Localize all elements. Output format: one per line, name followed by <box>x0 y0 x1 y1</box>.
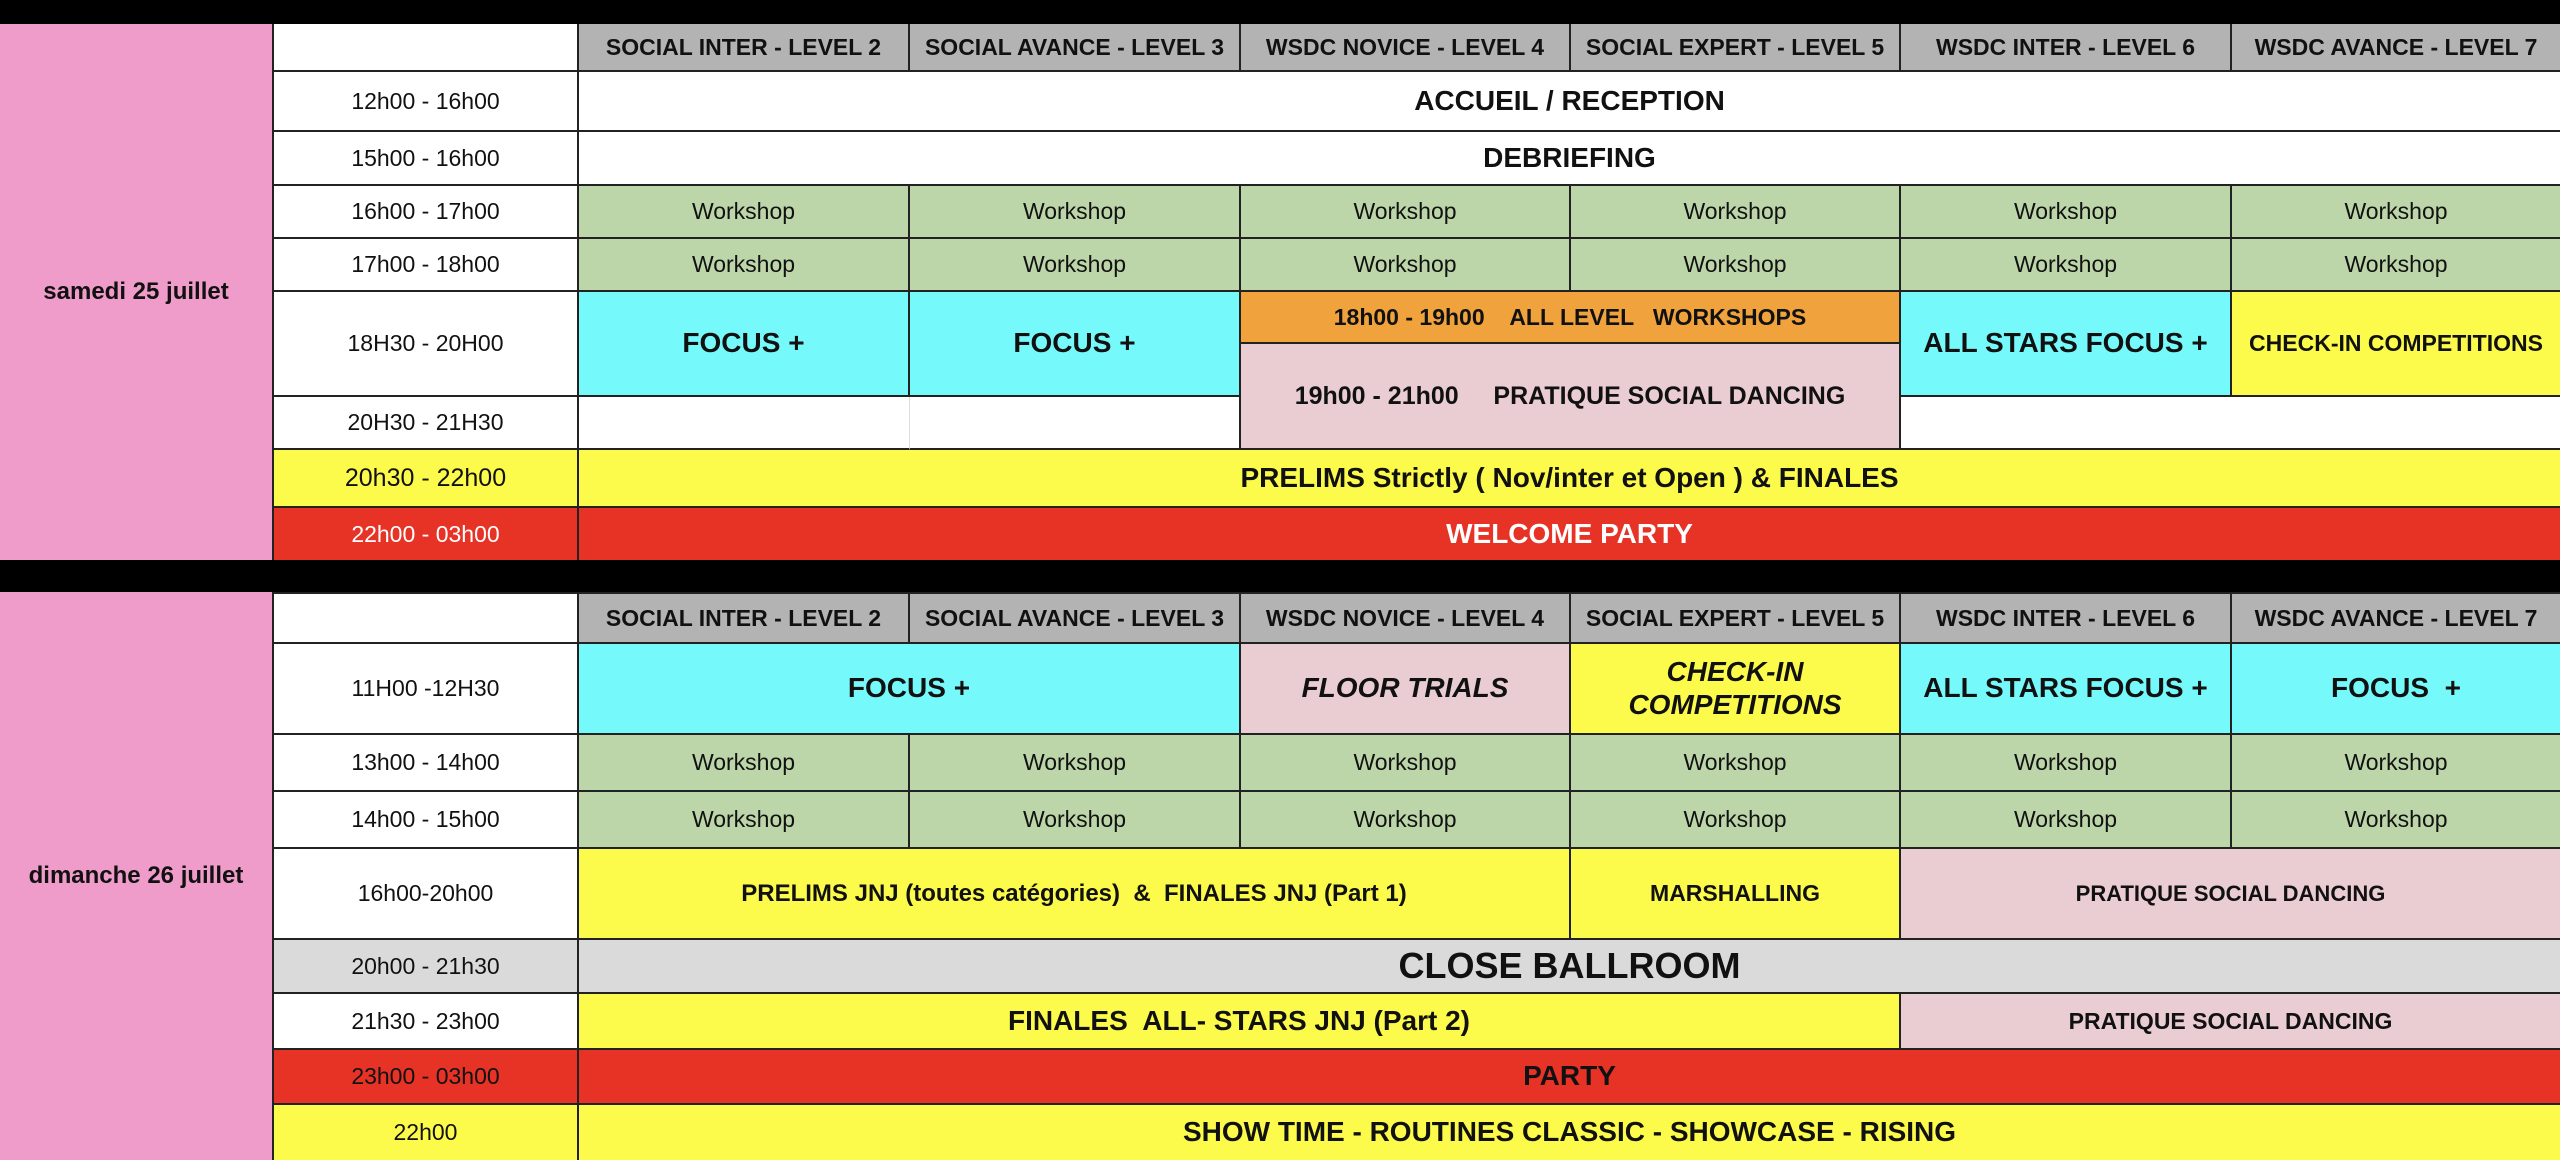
workshop-cell: Workshop <box>579 239 910 292</box>
time-slot: 23h00 - 03h00 <box>272 1050 579 1105</box>
focus-plus-cell: FOCUS + <box>910 292 1241 397</box>
workshop-cell: Workshop <box>2232 186 2560 239</box>
time-slot: 22h00 - 03h00 <box>272 508 579 560</box>
time-slot: 11H00 -12H30 <box>272 644 579 735</box>
time-slot: 22h00 <box>272 1105 579 1160</box>
workshop-cell: Workshop <box>1241 239 1571 292</box>
level-header: WSDC NOVICE - LEVEL 4 <box>1241 592 1571 644</box>
focus-plus-cell: FOCUS + <box>579 292 910 397</box>
level-header: SOCIAL AVANCE - LEVEL 3 <box>910 24 1241 72</box>
marshalling-cell: MARSHALLING <box>1571 849 1901 940</box>
time-slot: 21h30 - 23h00 <box>272 994 579 1050</box>
prelims-jnj-cell: PRELIMS JNJ (toutes catégories) & FINALES JNJ (Part 1) <box>579 849 1571 940</box>
all-stars-focus-cell: ALL STARS FOCUS + <box>1901 292 2232 397</box>
floor-trials-cell: FLOOR TRIALS <box>1241 644 1571 735</box>
workshop-cell: Workshop <box>579 735 910 792</box>
workshop-cell: Workshop <box>579 792 910 849</box>
close-ballroom-cell: CLOSE BALLROOM <box>579 940 2560 994</box>
level-header: SOCIAL EXPERT - LEVEL 5 <box>1571 24 1901 72</box>
all-level-workshops-cell: 18h00 - 19h00 ALL LEVEL WORKSHOPS <box>1241 292 1901 344</box>
workshop-cell: Workshop <box>1571 186 1901 239</box>
workshop-cell: Workshop <box>579 186 910 239</box>
all-stars-focus-cell: ALL STARS FOCUS + <box>1901 644 2232 735</box>
time-slot: 20h00 - 21h30 <box>272 940 579 994</box>
workshop-cell: Workshop <box>1901 239 2232 292</box>
workshop-cell: Workshop <box>1901 792 2232 849</box>
debriefing-cell: DEBRIEFING <box>579 132 2560 186</box>
workshop-cell: Workshop <box>1901 186 2232 239</box>
level-header: WSDC INTER - LEVEL 6 <box>1901 592 2232 644</box>
level-header: SOCIAL AVANCE - LEVEL 3 <box>910 592 1241 644</box>
separator-band <box>0 560 2560 592</box>
level-header: SOCIAL EXPERT - LEVEL 5 <box>1571 592 1901 644</box>
workshop-cell: Workshop <box>1571 735 1901 792</box>
empty-cell <box>910 397 1241 450</box>
level-header: WSDC NOVICE - LEVEL 4 <box>1241 24 1571 72</box>
welcome-party-cell: WELCOME PARTY <box>579 508 2560 560</box>
day-label-saturday: samedi 25 juillet <box>0 24 272 560</box>
check-in-competitions-cell: CHECK-IN COMPETITIONS <box>1571 644 1901 735</box>
time-slot: 17h00 - 18h00 <box>272 239 579 292</box>
time-slot: 20h30 - 22h00 <box>272 450 579 508</box>
header-empty-cell <box>272 592 579 644</box>
time-slot: 14h00 - 15h00 <box>272 792 579 849</box>
pratique-social-dancing-cell: PRATIQUE SOCIAL DANCING <box>1901 849 2560 940</box>
pratique-social-dancing-cell: PRATIQUE SOCIAL DANCING <box>1901 994 2560 1050</box>
level-header: SOCIAL INTER - LEVEL 2 <box>579 592 910 644</box>
check-in-competitions-cell: CHECK-IN COMPETITIONS <box>2232 292 2560 397</box>
party-cell: PARTY <box>579 1050 2560 1105</box>
workshop-cell: Workshop <box>1241 186 1571 239</box>
day-label-sunday: dimanche 26 juillet <box>0 592 272 1160</box>
header-empty-cell <box>272 24 579 72</box>
level-header: WSDC AVANCE - LEVEL 7 <box>2232 592 2560 644</box>
time-slot: 13h00 - 14h00 <box>272 735 579 792</box>
time-slot: 18H30 - 20H00 <box>272 292 579 397</box>
level-header: SOCIAL INTER - LEVEL 2 <box>579 24 910 72</box>
accueil-cell: ACCUEIL / RECEPTION <box>579 72 2560 132</box>
time-slot: 12h00 - 16h00 <box>272 72 579 132</box>
workshop-cell: Workshop <box>1571 239 1901 292</box>
workshop-cell: Workshop <box>1571 792 1901 849</box>
time-slot: 16h00-20h00 <box>272 849 579 940</box>
workshop-cell: Workshop <box>1241 792 1571 849</box>
workshop-cell: Workshop <box>910 792 1241 849</box>
time-slot: 15h00 - 16h00 <box>272 132 579 186</box>
time-slot: 16h00 - 17h00 <box>272 186 579 239</box>
workshop-cell: Workshop <box>1901 735 2232 792</box>
level-header: WSDC INTER - LEVEL 6 <box>1901 24 2232 72</box>
focus-plus-cell: FOCUS + <box>579 644 1241 735</box>
workshop-cell: Workshop <box>910 186 1241 239</box>
level-header: WSDC AVANCE - LEVEL 7 <box>2232 24 2560 72</box>
time-slot: 20H30 - 21H30 <box>272 397 579 450</box>
workshop-cell: Workshop <box>910 735 1241 792</box>
workshop-cell: Workshop <box>1241 735 1571 792</box>
workshop-cell: Workshop <box>2232 792 2560 849</box>
pratique-social-dancing-cell: 19h00 - 21h00 PRATIQUE SOCIAL DANCING <box>1241 344 1901 450</box>
finales-all-stars-cell: FINALES ALL- STARS JNJ (Part 2) <box>579 994 1901 1050</box>
focus-plus-cell: FOCUS + <box>2232 644 2560 735</box>
empty-cell <box>579 397 910 450</box>
workshop-cell: Workshop <box>2232 735 2560 792</box>
empty-cell <box>1901 397 2560 450</box>
show-time-cell: SHOW TIME - ROUTINES CLASSIC - SHOWCASE - RISING <box>579 1105 2560 1160</box>
prelims-strictly-cell: PRELIMS Strictly ( Nov/inter et Open ) & FINALES <box>579 450 2560 508</box>
top-black-band <box>0 0 2560 24</box>
workshop-cell: Workshop <box>910 239 1241 292</box>
workshop-cell: Workshop <box>2232 239 2560 292</box>
